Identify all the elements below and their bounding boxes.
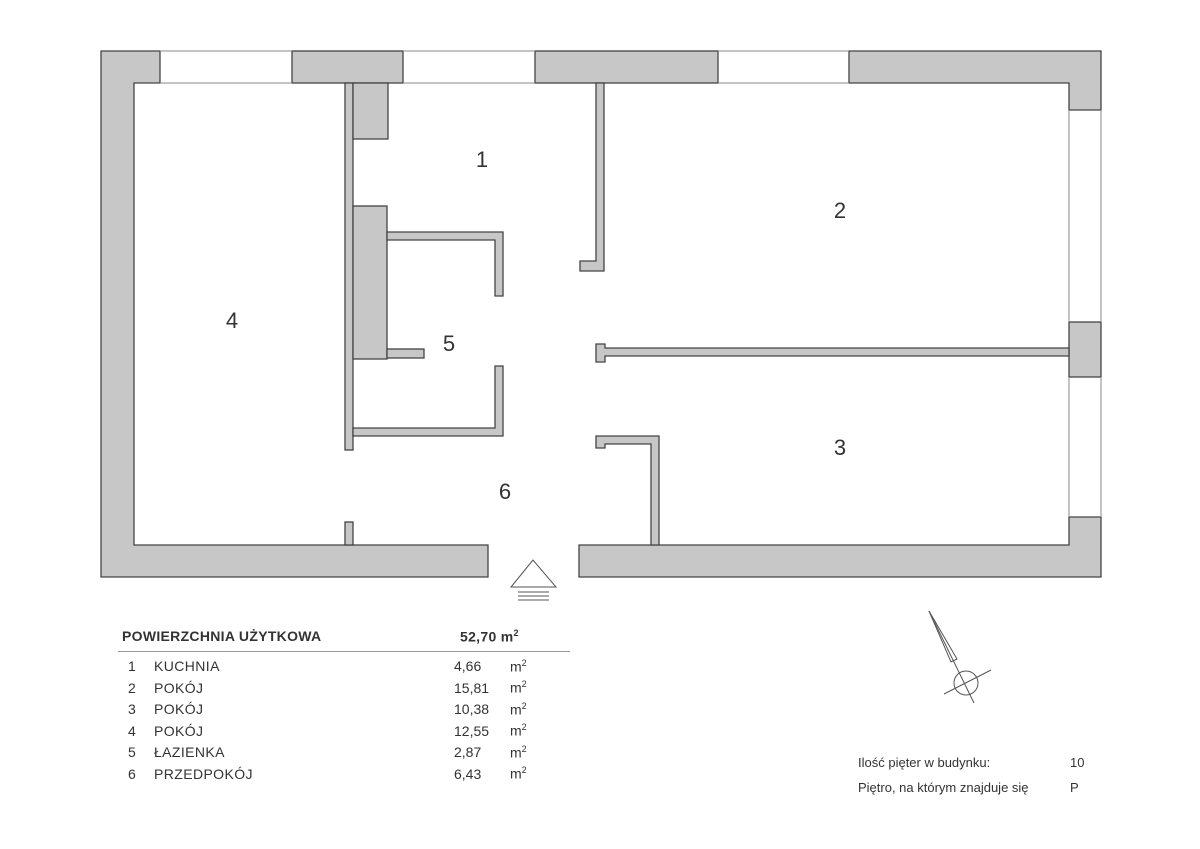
legend-room-area: 12,55: [454, 722, 490, 739]
legend-room-number: 2: [128, 679, 136, 696]
room-label-2: 2: [833, 198, 847, 223]
room-label-5: 5: [442, 331, 456, 356]
legend-row: [118, 679, 570, 701]
legend-row: [118, 765, 570, 787]
legend-unit: m: [510, 765, 522, 782]
legend-room-area: 2,87: [454, 744, 482, 761]
legend-room-number: 6: [128, 765, 136, 782]
legend-room-name: POKÓJ: [154, 679, 204, 696]
legend-room-name: KUCHNIA: [154, 658, 220, 675]
room-label-6: 6: [498, 479, 512, 504]
room-label-3: 3: [833, 435, 847, 460]
floor-row: [858, 775, 1084, 800]
legend-unit: m: [510, 701, 522, 718]
legend-room-area: 6,43: [454, 765, 482, 782]
legend-row: [118, 722, 570, 744]
legend-room-area: 15,81: [454, 679, 490, 696]
wall-right-pier: [1069, 322, 1101, 377]
area-legend: [118, 626, 570, 787]
legend-unit-exp: 2: [521, 743, 527, 754]
legend-room-name: PRZEDPOKÓJ: [154, 765, 253, 782]
wall-bathroom-block: [353, 206, 387, 359]
legend-room-number: 1: [128, 658, 136, 675]
wall-kitchen-block: [353, 83, 388, 139]
legend-row: [118, 701, 570, 723]
wall-top-segment-2: [535, 51, 718, 83]
legend-row: [118, 744, 570, 766]
wall-partition-2-3: [596, 344, 1069, 362]
wall-interior-vertical: [345, 83, 353, 450]
legend-room-unit: [510, 765, 527, 782]
legend-room-area: 10,38: [454, 701, 490, 718]
legend-room-unit: [510, 701, 527, 718]
legend-total-value: 52,70: [460, 628, 497, 645]
legend-total-unit: m: [500, 628, 514, 645]
legend-header: [118, 626, 570, 652]
legend-unit: m: [510, 744, 522, 761]
legend-room-unit: [510, 722, 527, 739]
legend-unit-exp: 2: [521, 679, 527, 690]
legend-total-unit-exp: 2: [513, 628, 519, 638]
entrance-arrow-icon: [511, 560, 556, 600]
legend-room-name: POKÓJ: [154, 701, 204, 718]
legend-room-unit: [510, 658, 527, 675]
wall-bathroom-bottom: [353, 366, 503, 436]
legend-unit: m: [510, 658, 522, 675]
legend-room-unit: [510, 679, 527, 696]
floors-value: 10: [1070, 755, 1085, 770]
wall-top-left: [101, 51, 488, 577]
legend-unit-exp: 2: [521, 722, 527, 733]
legend-row: [118, 658, 570, 680]
building-info: [858, 750, 1084, 800]
wall-bathroom-stub: [387, 349, 424, 358]
walls: [101, 51, 1101, 577]
wall-top-right: [849, 51, 1101, 110]
wall-room4-stub: [345, 522, 353, 545]
floor-label: Piętro, na którym znajduje się: [858, 780, 1029, 795]
floor-value: P: [1070, 780, 1079, 795]
legend-room-unit: [510, 744, 527, 761]
legend-room-number: 4: [128, 722, 136, 739]
legend-unit-exp: 2: [521, 700, 527, 711]
wall-top-segment-1: [292, 51, 403, 83]
legend-room-name: ŁAZIENKA: [154, 744, 225, 761]
legend-room-area: 4,66: [454, 658, 482, 675]
floors-row: [858, 750, 1084, 775]
wall-room2-left: [580, 83, 604, 271]
room-label-1: 1: [475, 147, 489, 172]
legend-total: [460, 628, 570, 645]
legend-room-number: 5: [128, 744, 136, 761]
wall-bathroom-top: [387, 232, 503, 296]
windows: [160, 51, 1101, 517]
legend-title: POWIERZCHNIA UŻYTKOWA: [122, 628, 322, 644]
legend-unit: m: [510, 679, 522, 696]
floors-label: Ilość pięter w budynku:: [858, 755, 991, 770]
legend-unit-exp: 2: [521, 765, 527, 776]
room-label-4: 4: [225, 308, 239, 333]
wall-room3-left: [596, 436, 659, 545]
legend-unit: m: [510, 722, 522, 739]
legend-unit-exp: 2: [521, 657, 527, 668]
north-compass-icon: [929, 611, 991, 703]
legend-room-name: POKÓJ: [154, 722, 204, 739]
legend-rows: [118, 652, 570, 787]
legend-room-number: 3: [128, 701, 136, 718]
